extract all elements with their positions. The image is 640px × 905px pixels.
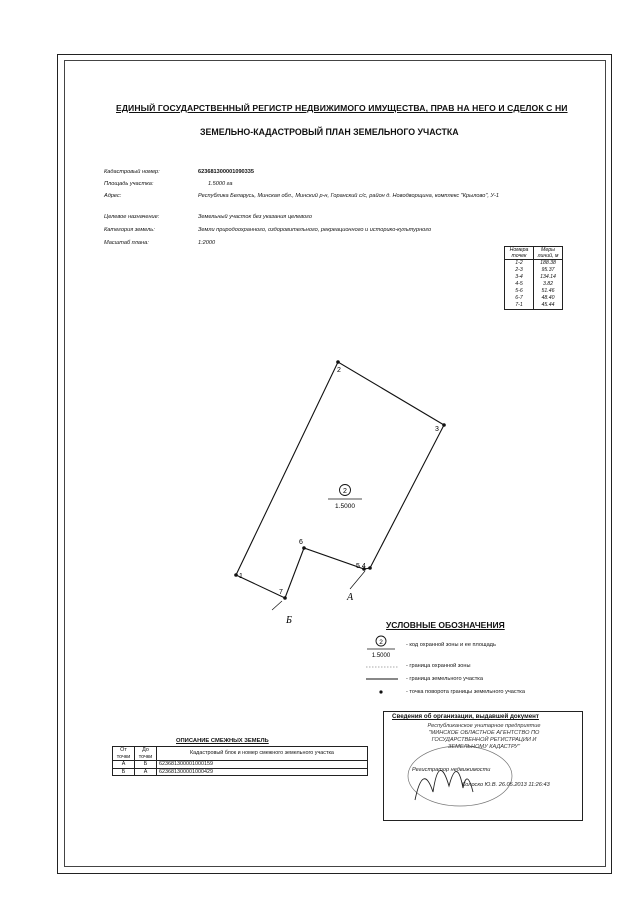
length-cell: 188.38 (534, 260, 563, 268)
purpose-value: Земельный участок без указания целевого (198, 214, 312, 220)
points-cell: 5-6 (505, 288, 534, 295)
adjacent-parcel-header: Кадастровый блок и номер смежного земельного участка (157, 747, 368, 761)
length-cell: 45.44 (534, 302, 563, 310)
plan-title: ЗЕМЕЛЬНО-КАДАСТРОВЫЙ ПЛАН ЗЕМЕЛЬНОГО УЧАСТКА (200, 127, 459, 137)
purpose-label: Целевое назначение: (104, 214, 160, 220)
scale-label: Масштаб плана: (104, 240, 149, 246)
marker-b-leader (272, 601, 282, 610)
cadastral-number-label: Кадастровый номер: (104, 169, 160, 175)
point-label: 7 (279, 589, 283, 596)
neighbors-table (112, 746, 368, 776)
legend-zone-area: 1.5000 (371, 653, 391, 659)
points-cell: 7-1 (505, 302, 534, 310)
table-row (113, 761, 368, 769)
address-value: Республика Беларусь, Минская обл., Минский р-н, Горанский с/с, район д. Новодворщина, комплекс "Крылово", У-1 (198, 193, 500, 199)
stamp-text-line: "МИНСКОЕ ОБЛАСТНОЕ АГЕНТСТВО ПО (428, 730, 540, 736)
registry-title: ЕДИНЫЙ ГОСУДАРСТВЕННЫЙ РЕГИСТР НЕДВИЖИМОГО ИМУЩЕСТВА, ПРАВ НА НЕГО И СДЕЛОК С НИ (116, 103, 568, 113)
turning-point (442, 423, 446, 427)
adjacent-parcel-cell: 623681300001000429 (157, 768, 368, 776)
points-cell: 3-4 (505, 274, 534, 281)
category-value: Земли природоохранного, оздоровительного, рекреационного и историко-культурного (198, 227, 432, 233)
stamp-text-line: ЗЕМЕЛЬНОМУ КАДАСТРУ" (448, 744, 520, 750)
from-point-cell: Б (113, 768, 135, 776)
points-cell: 2-3 (505, 267, 534, 274)
stamp-text-line: Республиканское унитарное предприятие (427, 723, 541, 729)
point-label: 1 (239, 573, 243, 580)
marker-a: А (347, 592, 354, 603)
cadastral-number-value: 623681300001090335 (198, 169, 254, 175)
point-label: 3 (435, 426, 439, 433)
to-point-cell: А (135, 768, 157, 776)
turning-point (234, 573, 238, 577)
point-label: 5 4 (356, 563, 366, 570)
neighbors-title: ОПИСАНИЕ СМЕЖНЫХ ЗЕМЕЛЬ (176, 738, 269, 744)
zone-area: 1.5000 (335, 503, 355, 510)
marker-b: Б (286, 615, 292, 626)
legend-item-turning-point: - точка поворота границы земельного участка (406, 689, 525, 695)
points-cell: 6-7 (505, 295, 534, 302)
table-row (113, 768, 368, 776)
scale-value: 1:2000 (198, 240, 216, 246)
turning-point (368, 566, 372, 570)
length-cell: 51.46 (534, 288, 563, 295)
zone-code: 2 (343, 488, 347, 495)
to-point-cell: Б (135, 761, 157, 769)
from-point-cell: А (113, 761, 135, 769)
turning-point (283, 596, 287, 600)
point-label: 6 (299, 539, 303, 546)
to-point-header: До точки (135, 747, 157, 761)
lengths-column-header: Меры линий, м (534, 247, 563, 260)
from-point-header: От точки (113, 747, 135, 761)
stamp-text-line: ГОСУДАРСТВЕННОЙ РЕГИСТРАЦИИ И (431, 737, 537, 743)
registrar-signature: Колоско Ю.В. 26.05.2013 11:26:43 (462, 782, 550, 788)
area-value: 1.5000 га (208, 181, 233, 187)
length-cell: 48.40 (534, 295, 563, 302)
issuing-organization-title: Сведения об организации, выдавшей документ (392, 713, 539, 720)
category-label: Категория земель: (104, 227, 155, 233)
turning-point (336, 360, 340, 364)
points-column-header: Номера точек (505, 247, 534, 260)
legend-item-parcel-boundary: - граница земельного участка (406, 676, 483, 682)
area-label: Площадь участка: (104, 181, 154, 187)
parcel-boundary (236, 362, 444, 598)
legend-turning-point (379, 690, 382, 693)
length-cell: 3.82 (534, 281, 563, 288)
adjacent-parcel-cell: 623681300001000159 (157, 761, 368, 769)
legend-title: УСЛОВНЫЕ ОБОЗНАЧЕНИЯ (386, 620, 505, 630)
points-cell: 1-2 (505, 260, 534, 268)
length-cell: 95.37 (534, 267, 563, 274)
legend-zone-code: 2 (379, 639, 383, 646)
marker-a-leader (350, 571, 365, 589)
turning-point (302, 546, 306, 550)
points-cell: 4-5 (505, 281, 534, 288)
legend-item-zone-code: - код охранной зоны и ее площадь (406, 642, 496, 648)
address-label: Адрес: (104, 193, 122, 199)
registrar-title: Регистратор недвижимости (412, 767, 491, 773)
length-cell: 134.14 (534, 274, 563, 281)
legend-item-zone-boundary: - граница охранной зоны (406, 663, 471, 669)
point-label: 2 (337, 367, 341, 374)
